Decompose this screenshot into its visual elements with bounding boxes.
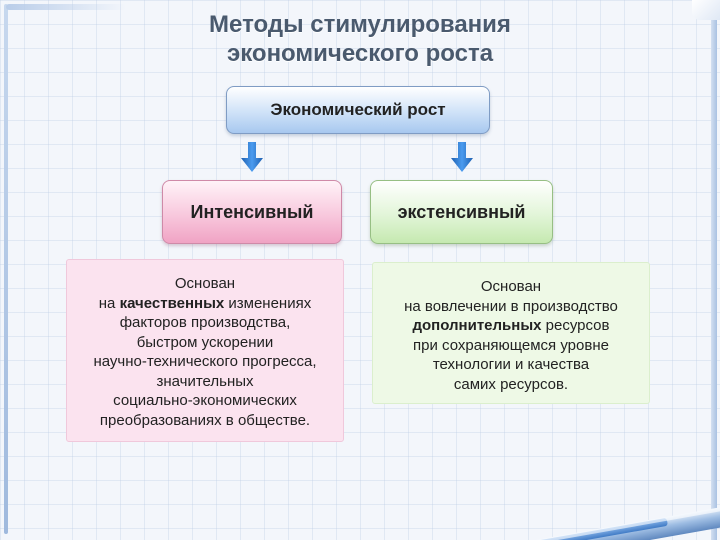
intensive-description: [66, 259, 344, 442]
extensive-description: [372, 262, 650, 404]
intensive-box: [162, 180, 342, 244]
intensive-desc-text: на: [98, 294, 120, 312]
economic-growth-label: Экономический рост: [270, 100, 446, 119]
intensive-desc-line: Основан: [174, 275, 236, 292]
slide-title: [0, 10, 720, 68]
down-arrow-icon: [451, 142, 473, 172]
extensive-desc-emphasis: дополнительных: [412, 317, 542, 334]
extensive-desc-text: ресурсов: [541, 317, 610, 334]
intensive-desc-line: научно-технического прогресса,: [93, 353, 317, 370]
intensive-desc-line: быстром ускорении: [136, 333, 274, 351]
extensive-desc-line: при сохраняющемся уровне: [413, 336, 609, 354]
pen-icon: [399, 499, 720, 540]
intensive-desc-text: изменениях: [224, 294, 312, 312]
intensive-desc-line: факторов производства,: [119, 314, 291, 331]
intensive-desc-line: [67, 294, 343, 314]
extensive-label: экстенсивный: [397, 201, 526, 222]
down-arrow-icon: [241, 142, 263, 172]
intensive-desc-line: преобразованиях в обществе.: [99, 411, 311, 429]
slide-title-line1: Методы стимулирования: [209, 11, 511, 38]
slide-title-line2: экономического роста: [226, 40, 494, 67]
frame-left-border: [4, 4, 8, 534]
intensive-desc-line: значительных: [156, 372, 254, 390]
extensive-desc-line: Основан: [480, 278, 542, 295]
intensive-desc-line: социально-экономических: [113, 392, 297, 409]
extensive-desc-line: [373, 316, 649, 336]
extensive-desc-line: самих ресурсов.: [453, 375, 569, 393]
frame-right-border: [711, 0, 717, 540]
intensive-label: Интенсивный: [190, 201, 314, 222]
intensive-desc-emphasis: качественных: [119, 294, 225, 312]
economic-growth-box: [226, 86, 490, 134]
extensive-box: [370, 180, 553, 244]
extensive-desc-line: на вовлечении в производство: [404, 297, 618, 315]
extensive-desc-line: технологии и качества: [432, 356, 590, 373]
